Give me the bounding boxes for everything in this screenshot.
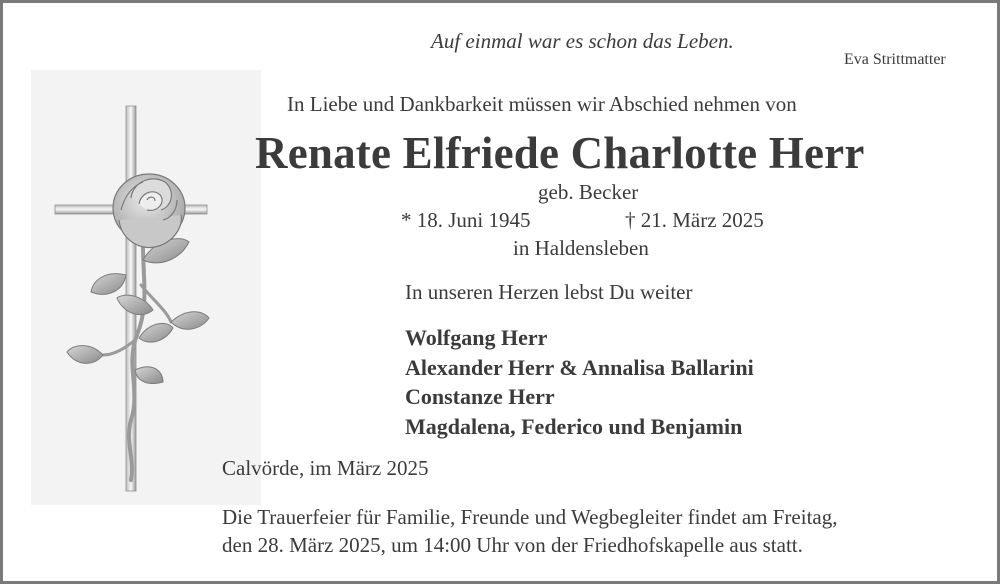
funeral-line: Die Trauerfeier für Familie, Freunde und Wegbegleiter findet am Freitag, <box>222 505 838 529</box>
heart-line: In unseren Herzen lebst Du weiter <box>405 280 693 304</box>
mourner-name: Alexander Herr & Annalisa Ballarini <box>405 354 754 380</box>
motto-author: Eva Strittmatter <box>844 51 946 68</box>
cross-rose-illustration <box>31 70 261 505</box>
deceased-name: Renate Elfriede Charlotte Herr <box>255 128 865 178</box>
mourner-name: Constanze Herr <box>405 384 555 409</box>
dateline: Calvörde, im März 2025 <box>222 456 429 480</box>
death-place: in Haldensleben <box>513 236 649 260</box>
motto-quote: Auf einmal war es schon das Leben. <box>431 29 734 53</box>
mourners-list <box>405 323 754 441</box>
funeral-line: den 28. März 2025, um 14:00 Uhr von der Friedhofskapelle aus statt. <box>222 533 803 557</box>
mourner-name: Magdalena, Federico und Benjamin <box>405 413 743 439</box>
death-date: † 21. März 2025 <box>625 208 764 232</box>
mourner-name: Wolfgang Herr <box>405 325 548 350</box>
intro-text: In Liebe und Dankbarkeit müssen wir Abschied nehmen von <box>287 92 797 116</box>
birth-date: * 18. Juni 1945 <box>401 208 531 232</box>
birth-name: geb. Becker <box>538 180 639 204</box>
funeral-info <box>222 503 838 559</box>
